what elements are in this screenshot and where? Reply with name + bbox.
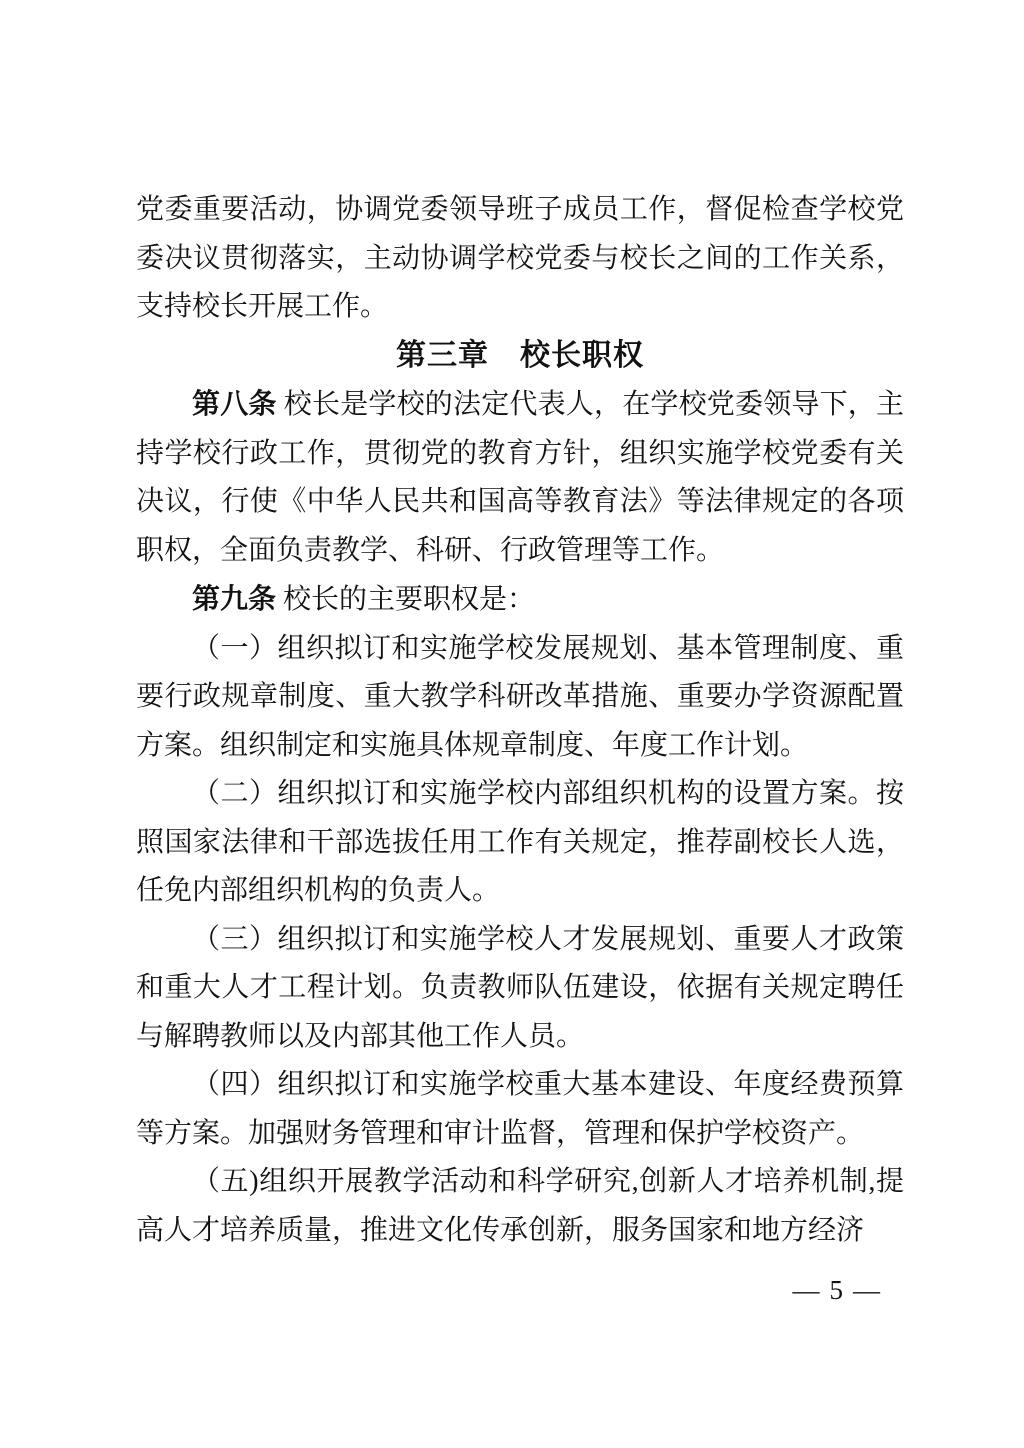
chapter-heading: 第三章 校长职权 bbox=[396, 338, 644, 372]
page-footer bbox=[793, 1272, 881, 1308]
paragraph: （四）组织拟订和实施学校重大基本建设、年度经费预算等方案。加强财务管理和审计监督，管理和保护学校资产。 bbox=[136, 1069, 904, 1149]
footer-dash-left: — bbox=[792, 1275, 820, 1305]
article-number: 第九条 bbox=[192, 583, 277, 614]
document-body bbox=[136, 186, 904, 1255]
footer-dash-right: — bbox=[853, 1275, 880, 1305]
paragraph: （三）组织拟订和实施学校人才发展规划、重要人才政策和重大人才工程计划。负责教师队伍建设，依据有关规定聘任与解聘教师以及内部其他工作人员。 bbox=[136, 923, 904, 1052]
paragraph: 党委重要活动，协调党委领导班子成员工作，督促检查学校党委决议贯彻落实，主动协调学校党委与校长之间的工作关系，支持校长开展工作。 bbox=[136, 194, 904, 322]
paragraph: 第九条 校长的主要职权是： bbox=[192, 583, 536, 615]
article-number: 第八条 bbox=[192, 388, 277, 419]
paragraph: 第八条 校长是学校的法定代表人，在学校党委领导下，主持学校行政工作，贯彻党的教育方针，组织实施学校党委有关决议，行使《中华人民共和国高等教育法》等法律规定的各项职权，全面负责教学、科研、行政管理等工作。 bbox=[136, 388, 904, 566]
paragraph: （二）组织拟订和实施学校内部组织机构的设置方案。按照国家法律和干部选拔任用工作有关规定，推荐副校长人选，任免内部组织机构的负责人。 bbox=[136, 778, 904, 906]
paragraph: （一）组织拟订和实施学校发展规划、基本管理制度、重要行政规章制度、重大教学科研改革措施、重要办学资源配置方案。组织制定和实施具体规章制度、年度工作计划。 bbox=[136, 632, 904, 761]
paragraph: （五)组织开展教学活动和科学研究,创新人才培养机制,提高人才培养质量，推进文化传承创新，服务国家和地方经济 bbox=[136, 1166, 904, 1246]
page-number: 5 bbox=[829, 1275, 843, 1305]
